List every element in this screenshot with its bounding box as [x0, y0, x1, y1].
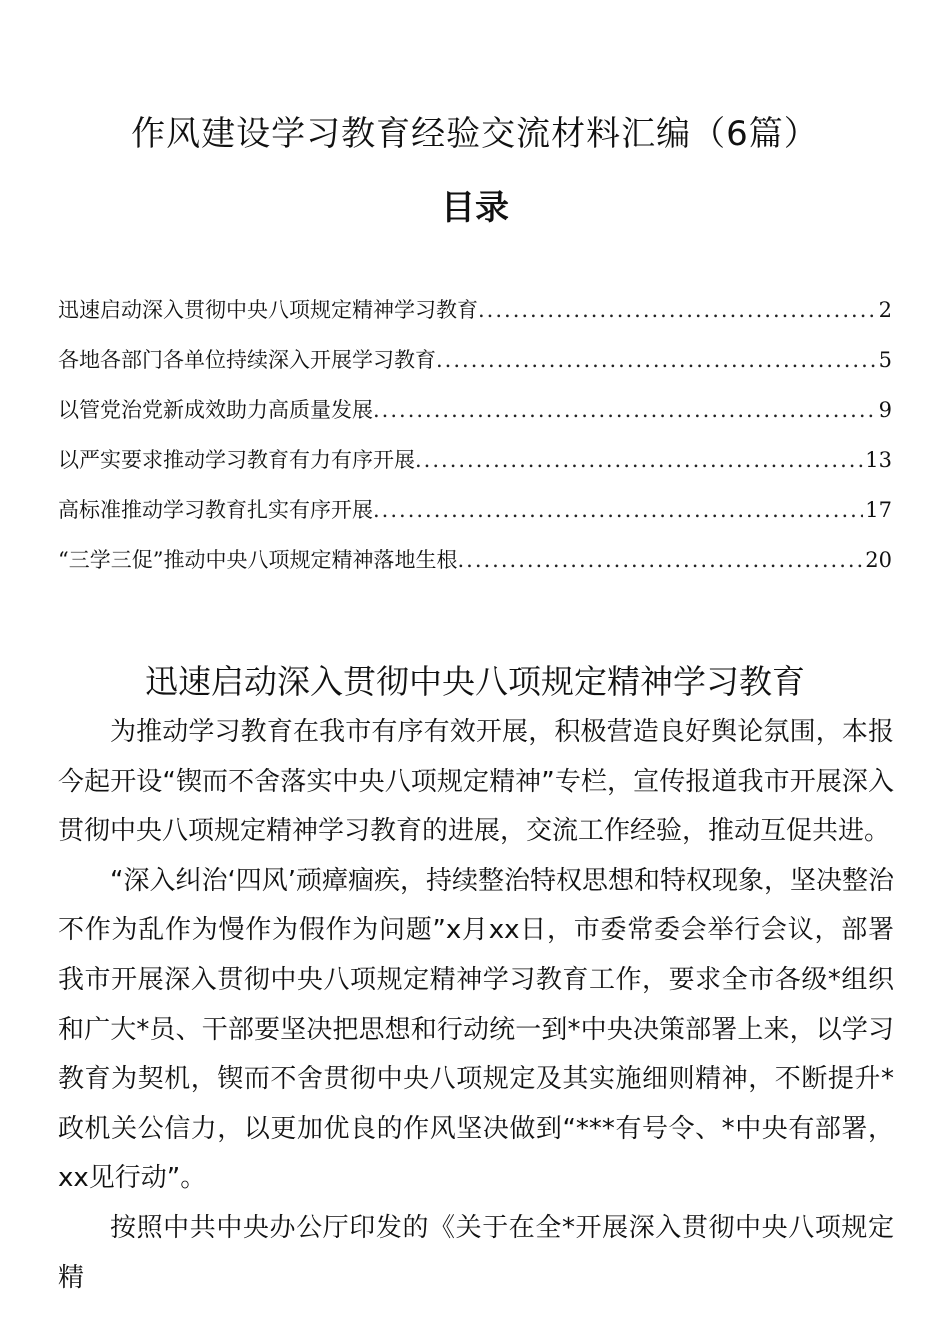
- toc-entry-page: 17: [865, 498, 892, 522]
- toc-entry[interactable]: [58, 335, 892, 385]
- toc-entry[interactable]: [58, 285, 892, 335]
- document-title: 作风建设学习教育经验交流材料汇编（6篇）: [131, 114, 819, 154]
- toc-entry-title: 以管党治党新成效助力高质量发展: [58, 398, 373, 422]
- toc-entry-title: “三学三促”推动中央八项规定精神落地生根: [58, 548, 458, 572]
- toc-dot-leader: [436, 335, 877, 385]
- toc-entry-title: 迅速启动深入贯彻中央八项规定精神学习教育: [58, 298, 478, 322]
- toc-entry-title: 各地各部门各单位持续深入开展学习教育: [58, 348, 436, 372]
- table-of-contents: [58, 285, 892, 585]
- toc-entry-page: 20: [865, 548, 892, 572]
- toc-dot-leader: [373, 485, 863, 535]
- toc-dot-leader: [415, 435, 863, 485]
- toc-dot-leader: [457, 535, 863, 585]
- article-body: [58, 708, 894, 1303]
- toc-entry[interactable]: [58, 485, 892, 535]
- toc-entry-page: 2: [878, 298, 892, 322]
- toc-entry-title: 高标准推动学习教育扎实有序开展: [58, 498, 373, 522]
- article-title: 迅速启动深入贯彻中央八项规定精神学习教育: [145, 662, 805, 701]
- toc-entry-page: 9: [878, 398, 892, 422]
- toc-entry[interactable]: [58, 535, 892, 585]
- toc-entry-page: 13: [865, 448, 892, 472]
- toc-entry-title: 以严实要求推动学习教育有力有序开展: [58, 448, 415, 472]
- toc-entry-page: 5: [878, 348, 892, 372]
- article-paragraph: “深入纠治‘四风’顽瘴痼疾，持续整治特权思想和特权现象，坚决整治不作为乱作为慢作为假作为问题”x月xx日，市委常委会举行会议，部署我市开展深入贯彻中央八项规定精神学习教育工作，要求全市各级*组织和广大*员、干部要坚决把思想和行动统一到*中央决策部署上来，以学习教育为契机，锲而不舍贯彻中央八项规定及其实施细则精神，不断提升*政机关公信力，以更加优良的作风坚决做到“***有号令、*中央有部署，xx见行动”。: [58, 865, 894, 1194]
- toc-entry[interactable]: [58, 385, 892, 435]
- article-paragraph: 按照中共中央办公厅印发的《关于在全*开展深入贯彻中央八项规定精: [58, 1212, 894, 1293]
- article-paragraph: 为推动学习教育在我市有序有效开展，积极营造良好舆论氛围，本报今起开设“锲而不舍落实中央八项规定精神”专栏，宣传报道我市开展深入贯彻中央八项规定精神学习教育的进展，交流工作经验，推动互促共进。: [58, 717, 894, 847]
- toc-dot-leader: [373, 385, 877, 435]
- toc-heading: 目录: [441, 188, 509, 228]
- toc-dot-leader: [478, 285, 877, 335]
- toc-entry[interactable]: [58, 435, 892, 485]
